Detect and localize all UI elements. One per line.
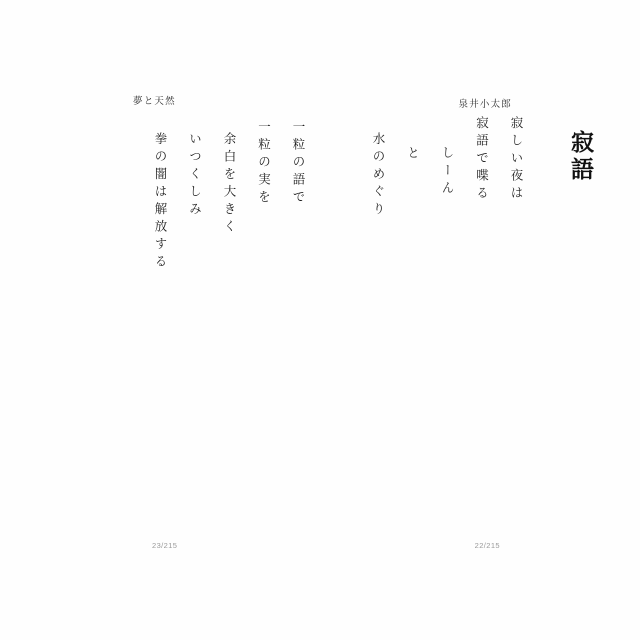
right-page-body <box>350 116 523 220</box>
poem-line: 一粒の実を <box>256 120 272 208</box>
author-name: 泉井小太郎 <box>458 100 512 110</box>
page-number-left: 23/215 <box>152 541 178 550</box>
poem-line: と <box>405 146 421 164</box>
page-number-right: 22/215 <box>474 541 500 550</box>
page-title: 寂語 <box>567 130 594 184</box>
poem-line: 寂しい夜は <box>509 116 524 204</box>
running-head: 夢と天然 <box>133 97 176 107</box>
poem-line: 寂語で喋る <box>474 116 490 204</box>
poem-line: しーん <box>440 146 455 199</box>
poem-line: 水のめぐり <box>371 132 386 220</box>
left-page-body <box>132 116 305 272</box>
poem-line: 余白を大きく <box>222 132 237 237</box>
poem-line: 拳の闇は解放する <box>153 132 168 272</box>
poem-line: 一粒の語で <box>291 120 306 208</box>
poem-line: いつくしみ <box>187 132 203 220</box>
